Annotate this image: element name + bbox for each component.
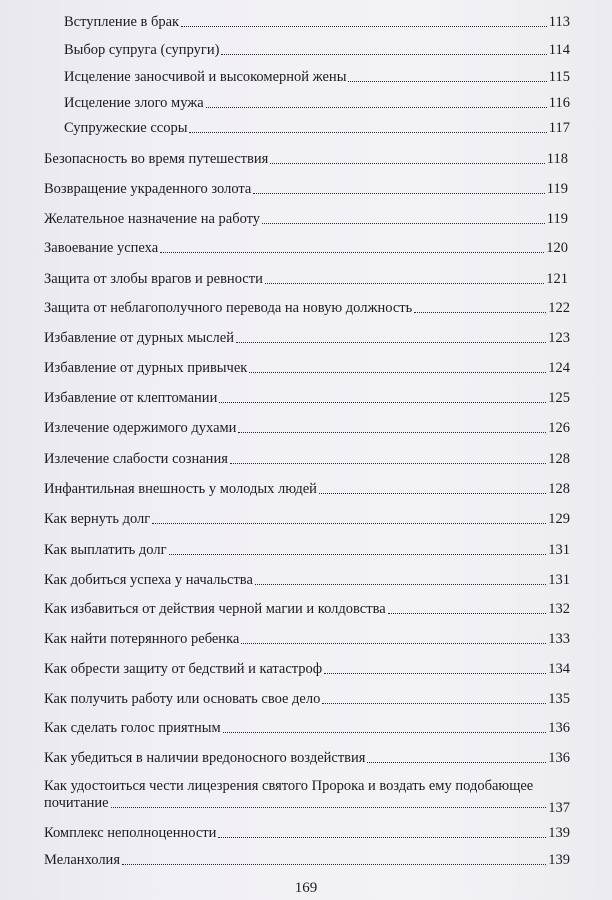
leader-dots — [322, 703, 546, 704]
toc-entry-page: 118 — [546, 151, 568, 167]
toc-entry-title: Супружеские ссоры — [64, 120, 188, 136]
leader-dots — [152, 523, 546, 524]
leader-dots — [238, 432, 546, 433]
leader-dots — [253, 193, 544, 194]
toc-entry — [44, 390, 570, 406]
toc-entry-page: 137 — [548, 800, 570, 816]
leader-dots — [348, 81, 546, 82]
toc-entry — [44, 360, 570, 376]
toc-entry-page: 136 — [548, 720, 570, 736]
toc-entry-title: Как получить работу или основать свое дело — [44, 691, 321, 707]
toc-entry-title: Излечение слабости сознания — [44, 451, 228, 467]
toc-entry-page: 115 — [548, 69, 570, 85]
toc-entry — [44, 825, 570, 841]
toc-entry-page: 120 — [546, 240, 568, 256]
toc-entry — [44, 601, 570, 617]
toc-entry-title-line2: почитание — [44, 795, 109, 811]
toc-entry-page: 135 — [548, 691, 570, 707]
toc-entry-title: Как убедиться в наличии вредоносного воздействия — [44, 750, 366, 766]
toc-entry — [44, 451, 570, 467]
leader-dots — [206, 107, 547, 108]
toc-entry-page: 126 — [548, 420, 570, 436]
toc-entry-title: Выбор супруга (супруги) — [64, 42, 220, 58]
leader-dots — [255, 584, 546, 585]
leader-dots — [367, 762, 546, 763]
leader-dots — [181, 26, 547, 27]
toc-entry-page: 134 — [548, 661, 570, 677]
toc-entry — [64, 69, 570, 85]
leader-dots — [388, 613, 547, 614]
toc-entry — [44, 511, 570, 527]
toc-entry-page: 117 — [548, 120, 570, 136]
toc-entry — [44, 631, 570, 647]
toc-entry-multiline — [44, 778, 570, 816]
toc-entry-title: Вступление в брак — [64, 14, 180, 30]
toc-entry-page: 119 — [546, 181, 568, 197]
toc-entry-page: 133 — [548, 631, 570, 647]
toc-entry-page: 124 — [548, 360, 570, 376]
toc-entry-title: Исцеление злого мужа — [64, 95, 204, 111]
toc-entry-title: Как сделать голос приятным — [44, 720, 221, 736]
toc-entry — [64, 14, 570, 30]
toc-entry-page: 121 — [546, 271, 568, 287]
leader-dots — [241, 643, 546, 644]
toc-entry-page: 132 — [548, 601, 570, 617]
toc-entry — [64, 120, 570, 136]
toc-entry-title: Безопасность во время путешествия — [44, 151, 269, 167]
toc-entry-title: Избавление от клептомании — [44, 390, 218, 406]
toc-entry — [64, 42, 570, 58]
toc-entry — [64, 95, 570, 111]
toc-entry-title: Избавление от дурных привычек — [44, 360, 248, 376]
toc-entry — [44, 181, 568, 197]
toc-entry — [44, 300, 570, 316]
toc-entry — [44, 151, 568, 167]
toc-entry-title: Излечение одержимого духами — [44, 420, 237, 436]
toc-entry-page: 113 — [548, 14, 570, 30]
toc-entry — [44, 750, 570, 766]
toc-entry — [44, 271, 568, 287]
leader-dots — [219, 402, 546, 403]
toc-entry-page: 116 — [548, 95, 570, 111]
leader-dots — [249, 372, 546, 373]
toc-entry-title: Как добиться успеха у начальства — [44, 572, 253, 588]
toc-entry-title-line1: Как удостоиться чести лицезрения святого Пророка и воздать ему подобающее — [44, 778, 534, 794]
toc-entry-title: Как выплатить долг — [44, 542, 167, 558]
toc-entry-page: 131 — [548, 542, 570, 558]
toc-entry-page: 136 — [548, 750, 570, 766]
toc-entry — [44, 420, 570, 436]
toc-entry-title: Возвращение украденного золота — [44, 181, 252, 197]
leader-dots — [230, 463, 546, 464]
toc-entry-page: 125 — [548, 390, 570, 406]
toc-entry-page: 139 — [548, 825, 570, 841]
toc-entry-title: Желательное назначение на работу — [44, 211, 261, 227]
toc-entry — [44, 240, 568, 256]
toc-entry-title: Меланхолия — [44, 852, 120, 868]
toc-entry-page: 131 — [548, 572, 570, 588]
toc-entry — [44, 852, 570, 868]
toc-entry — [44, 572, 570, 588]
toc-entry — [44, 330, 570, 346]
toc-entry — [44, 661, 570, 677]
leader-dots — [189, 132, 546, 133]
toc-entry-title: Защита от злобы врагов и ревности — [44, 271, 263, 287]
toc-entry-page: 128 — [548, 481, 570, 497]
toc-entry-title: Как обрести защиту от бедствий и катастроф — [44, 661, 323, 677]
toc-entry-page: 129 — [548, 511, 570, 527]
toc-entry — [44, 481, 570, 497]
leader-dots — [262, 223, 545, 224]
leader-dots — [223, 732, 547, 733]
toc-entry-title: Инфантильная внешность у молодых людей — [44, 481, 317, 497]
toc-entry-title: Как вернуть долг — [44, 511, 151, 527]
toc-entry-page: 139 — [548, 852, 570, 868]
toc-entry-page: 114 — [548, 42, 570, 58]
leader-dots — [221, 54, 546, 55]
leader-dots — [169, 554, 547, 555]
toc-entry-page: 122 — [548, 300, 570, 316]
leader-dots — [218, 837, 546, 838]
leader-dots — [414, 312, 546, 313]
toc-entry-page: 123 — [548, 330, 570, 346]
leader-dots — [111, 807, 547, 808]
leader-dots — [160, 252, 544, 253]
leader-dots — [122, 864, 546, 865]
leader-dots — [270, 163, 545, 164]
leader-dots — [236, 342, 546, 343]
toc-entry-page: 119 — [546, 211, 568, 227]
toc-entry-title: Как найти потерянного ребенка — [44, 631, 240, 647]
toc-entry-title: Как избавиться от действия черной магии и колдовства — [44, 601, 386, 617]
leader-dots — [265, 283, 544, 284]
toc-entry — [44, 691, 570, 707]
toc-entry-title: Комплекс неполноценности — [44, 825, 217, 841]
leader-dots — [324, 673, 546, 674]
toc-entry — [44, 542, 570, 558]
toc-entry-title: Завоевание успеха — [44, 240, 159, 256]
page-number: 169 — [294, 880, 318, 896]
toc-entry-page: 128 — [548, 451, 570, 467]
toc-entry — [44, 720, 570, 736]
toc-entry-title: Защита от неблагополучного перевода на новую должность — [44, 300, 413, 316]
toc-entry — [44, 211, 568, 227]
leader-dots — [319, 493, 546, 494]
toc-entry-title: Исцеление заносчивой и высокомерной жены — [64, 69, 347, 85]
toc-entry-title: Избавление от дурных мыслей — [44, 330, 234, 346]
